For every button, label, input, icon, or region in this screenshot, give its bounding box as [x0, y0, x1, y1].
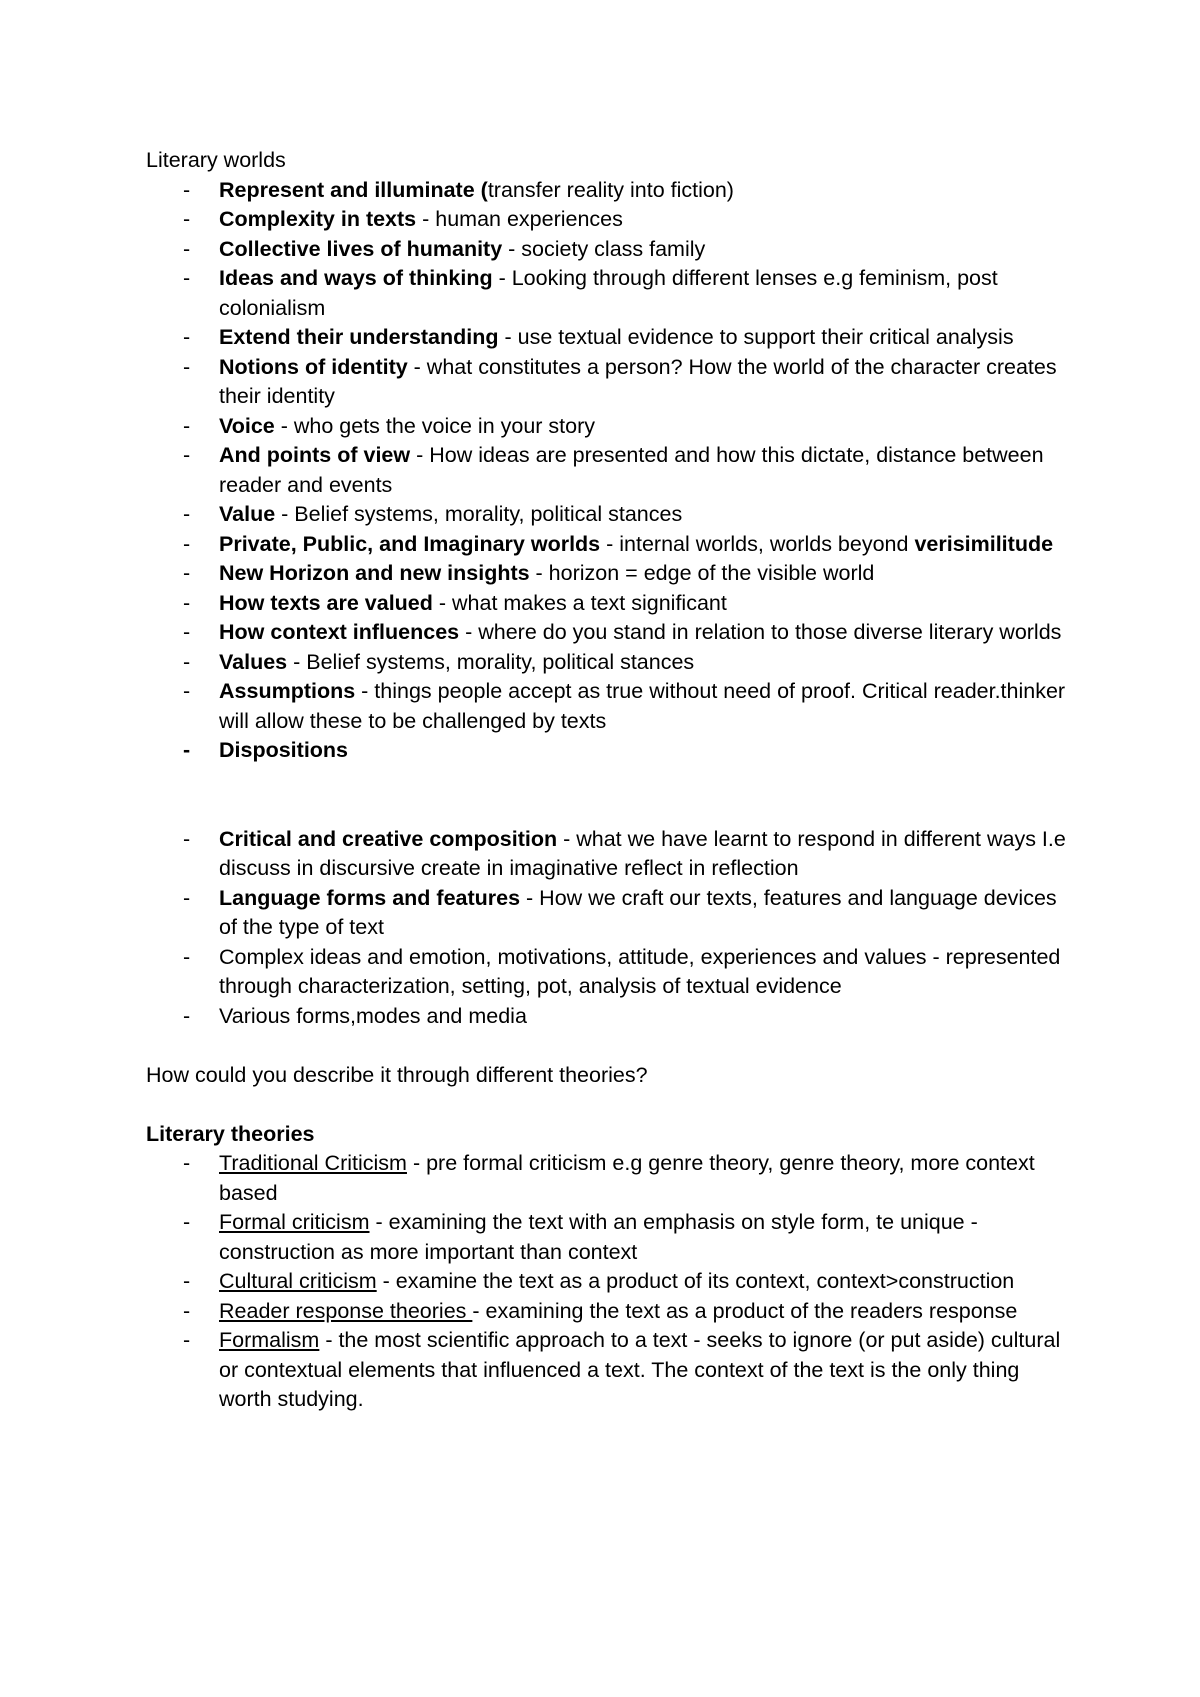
item-term: How context influences: [219, 620, 460, 644]
list-item: [146, 1267, 1066, 1297]
item-description: - human experiences: [416, 207, 623, 231]
dash-bullet: -: [183, 266, 191, 290]
item-description: - who gets the voice in your story: [274, 413, 596, 438]
dash-bullet: -: [183, 325, 191, 349]
list-item: [146, 825, 1066, 884]
theory-term: Traditional Criticism: [219, 1151, 407, 1175]
dash-bullet: -: [183, 1003, 191, 1028]
item-description: - society class family: [502, 236, 706, 261]
list-item: [146, 677, 1066, 736]
item-description: - examining the text as a product of the readers response: [472, 1298, 1018, 1323]
item-description: - Belief systems, morality, political stances: [275, 502, 683, 526]
item-term: Language forms and features: [219, 885, 521, 910]
composition-list: [146, 825, 1066, 1032]
item-term: New Horizon and new insights: [219, 561, 530, 585]
list-item: [146, 943, 1066, 1002]
list-item: [146, 1002, 1066, 1032]
item-description: - things people accept as true without need of proof. Critical reader.thinker will allow these to be challenged by texts: [219, 679, 1066, 733]
list-item: [146, 264, 1066, 323]
list-item: [146, 648, 1066, 678]
item-term: Notions of identity: [219, 354, 408, 379]
item-description: - what we have learnt to respond in different ways I.e discuss in discursive create in imaginative reflect in reflection: [219, 826, 1066, 880]
item-description: Various forms,modes and media: [219, 1003, 527, 1028]
dash-bullet: -: [183, 531, 191, 556]
item-term: Assumptions: [219, 679, 356, 703]
item-term: Dispositions: [219, 738, 349, 762]
list-item: [146, 1208, 1066, 1267]
item-description: - what makes a text significant: [432, 590, 727, 615]
item-term: Collective lives of humanity: [219, 236, 503, 261]
dash-bullet: -: [183, 207, 191, 231]
item-term: Value: [219, 502, 276, 526]
list-item: [146, 235, 1066, 265]
section-heading-literary-worlds: Literary worlds: [146, 148, 286, 172]
list-item: [146, 176, 1066, 206]
blank-space: [146, 1031, 1066, 1061]
list-item: [146, 559, 1066, 589]
dash-bullet: -: [183, 885, 191, 910]
theory-term: Reader response theories: [219, 1298, 473, 1323]
section-heading-literary-theories: [146, 1120, 1066, 1150]
document-page: [146, 146, 1066, 1415]
literary-theories-list: [146, 1149, 1066, 1415]
item-description: - horizon = edge of the visible world: [529, 561, 875, 585]
list-item: [146, 500, 1066, 530]
list-item: [146, 412, 1066, 442]
blank-space: [146, 766, 1066, 825]
item-description: - pre formal criticism e.g genre theory, genre theory, more context based: [219, 1151, 1035, 1205]
item-description: - Looking through different lenses e.g feminism, post colonialism: [219, 266, 998, 320]
item-description: - what constitutes a person? How the world of the character creates their identity: [219, 354, 1057, 408]
literary-worlds-list: [146, 176, 1066, 766]
dash-bullet: -: [183, 413, 191, 438]
dash-bullet: -: [183, 679, 191, 703]
item-description: - examining the text with an emphasis on style form, te unique - construction as more important than context: [219, 1210, 978, 1264]
item-description: - How ideas are presented and how this dictate, distance between reader and events: [219, 443, 1044, 497]
list-item: [146, 1149, 1066, 1208]
question-line: How could you describe it through different theories?: [146, 1062, 648, 1087]
list-item: [146, 884, 1066, 943]
item-term: Represent and illuminate (: [219, 177, 488, 202]
list-item: [146, 205, 1066, 235]
dash-bullet: -: [183, 620, 191, 644]
dash-bullet: -: [183, 236, 191, 261]
item-term: Values: [219, 649, 288, 674]
item-description: - Belief systems, morality, political stances: [287, 649, 695, 674]
item-term: Ideas and ways of thinking: [219, 266, 493, 290]
dash-bullet: -: [183, 1269, 191, 1293]
theory-term: Cultural criticism: [219, 1269, 377, 1293]
blank-space: [146, 1090, 1066, 1120]
heading-text: Literary theories: [146, 1121, 315, 1146]
list-item: [146, 1297, 1066, 1327]
theory-term: Formalism: [219, 1328, 320, 1352]
list-item: [146, 1326, 1066, 1415]
dash-bullet: -: [183, 738, 191, 762]
item-description: - examine the text as a product of its context, context>construction: [376, 1269, 1015, 1293]
list-item: [146, 353, 1066, 412]
dash-bullet: -: [183, 944, 191, 969]
dash-bullet: -: [183, 826, 191, 851]
list-item: [146, 736, 1066, 766]
list-item: [146, 323, 1066, 353]
item-term-extra: verisimilitude: [914, 531, 1054, 556]
dash-bullet: -: [183, 443, 191, 467]
dash-bullet: -: [183, 590, 191, 615]
item-description: - where do you stand in relation to those diverse literary worlds: [459, 620, 1062, 644]
dash-bullet: -: [183, 502, 191, 526]
dash-bullet: -: [183, 354, 191, 379]
item-term: Complexity in texts: [219, 207, 417, 231]
item-description: - How we craft our texts, features and language devices of the type of text: [219, 885, 1057, 939]
item-description: transfer reality into fiction): [487, 177, 734, 202]
item-description: - the most scientific approach to a text - seeks to ignore (or put aside) cultural or contextual elements that influenced a text. The context of the text is the only thing worth studying.: [219, 1328, 1061, 1411]
list-item: [146, 589, 1066, 619]
item-term: Private, Public, and Imaginary worlds: [219, 531, 601, 556]
list-item: [146, 618, 1066, 648]
item-description: Complex ideas and emotion, motivations, attitude, experiences and values - represented through characterization, setting, pot, analysis of textual evidence: [219, 944, 1061, 998]
theory-term: Formal criticism: [219, 1210, 370, 1234]
item-term: How texts are valued: [219, 590, 433, 615]
dash-bullet: -: [183, 561, 191, 585]
dash-bullet: -: [183, 177, 191, 202]
item-term: Voice: [219, 413, 275, 438]
list-item: [146, 441, 1066, 500]
dash-bullet: -: [183, 1328, 191, 1352]
dash-bullet: -: [183, 1210, 191, 1234]
list-item: [146, 530, 1066, 560]
dash-bullet: -: [183, 649, 191, 674]
dash-bullet: -: [183, 1298, 191, 1323]
item-description: - use textual evidence to support their critical analysis: [498, 325, 1014, 349]
item-term: Critical and creative composition: [219, 826, 558, 851]
item-term: Extend their understanding: [219, 325, 499, 349]
item-description: - internal worlds, worlds beyond: [600, 531, 915, 556]
item-term: And points of view: [219, 443, 411, 467]
dash-bullet: -: [183, 1151, 191, 1175]
